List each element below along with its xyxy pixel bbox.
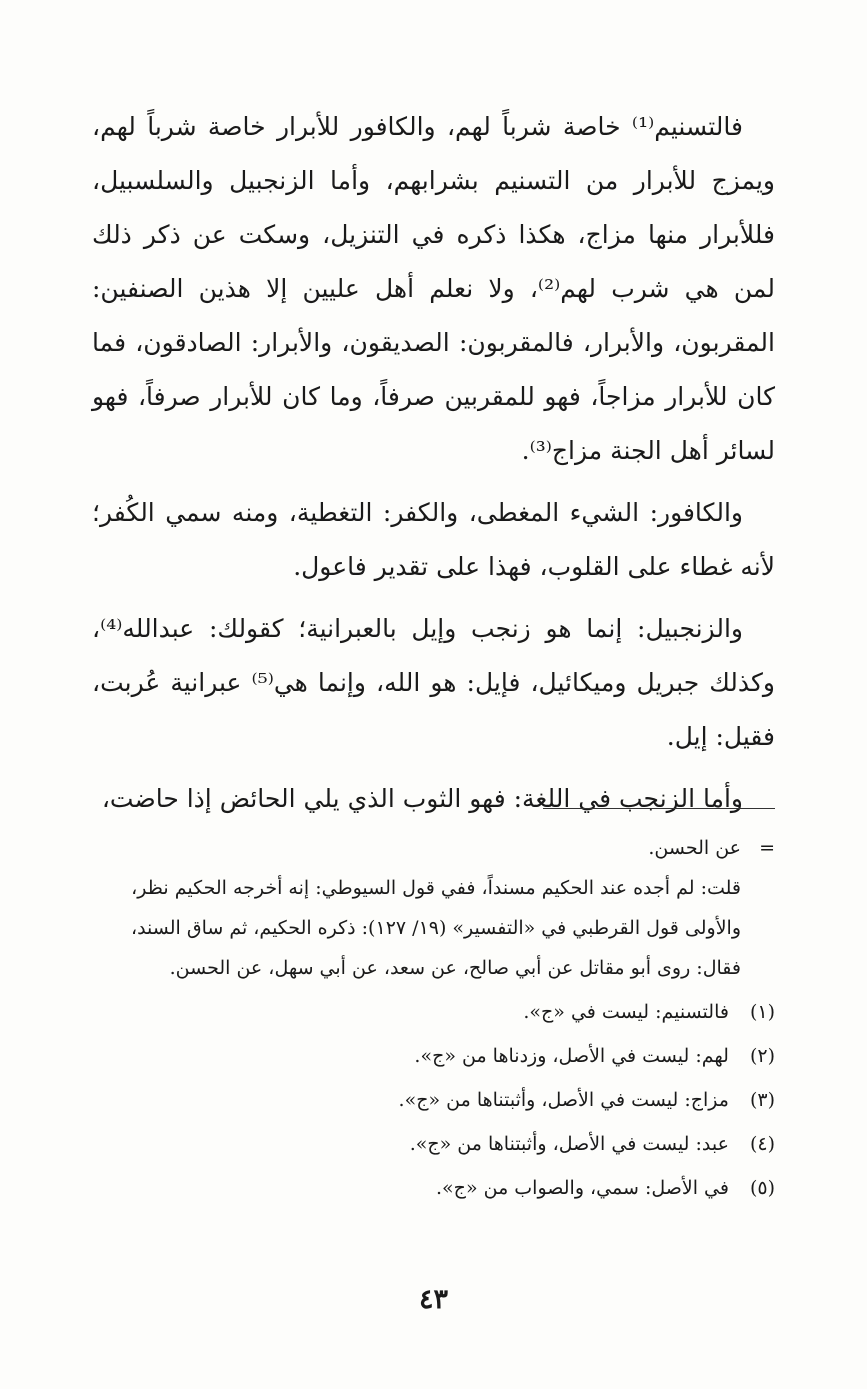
footnote-2 xyxy=(92,1036,775,1076)
footnote-4 xyxy=(92,1124,775,1164)
footnote-5 xyxy=(92,1168,775,1208)
continuation-mark: = xyxy=(759,837,775,859)
footnote-quote xyxy=(92,868,775,988)
footnote-number: (٥) xyxy=(749,1177,775,1199)
footnote-1 xyxy=(92,992,775,1032)
quote-line-3: فقال: روى أبو مقاتل عن أبي صالح، عن سعد، عن أبي سهل، عن الحسن. xyxy=(169,957,741,979)
paragraph-1: فالتسنيم⁽¹⁾ خاصة شرباً لهم، والكافور للأبرار خاصة شرباً لهم، ويمزج للأبرار من التسنيم بشرابهم، وأما الزنجبيل والسلسبيل، فللأبرار منها مزاج، هكذا ذكره في التنزيل، وسكت عن ذكر ذلك لمن هي شرب لهم⁽²⁾، ولا نعلم أهل عليين إلا هذين الصنفين: المقربون، والأبرار، فالمقربون: الصديقون، والأبرار: الصادقون، فما كان للأبرار مزاجاً، فهو للمقربين صرفاً، وما كان للأبرار صرفاً، فهو لسائر أهل الجنة مزاج⁽³⁾. xyxy=(92,112,775,465)
paragraph-2: والكافور: الشيء المغطى، والكفر: التغطية، ومنه سمي الكُفر؛ لأنه غطاء على القلوب، فهذا على تقدير فاعول. xyxy=(92,498,775,581)
footnote-text: لهم: ليست في الأصل، وزدناها من «ج». xyxy=(414,1045,729,1067)
paragraph-4: وأما الزنجب في اللغة: فهو الثوب الذي يلي الحائض إذا حاضت، xyxy=(101,784,743,813)
footnote-3 xyxy=(92,1080,775,1120)
footnote-text: مزاج: ليست في الأصل، وأثبتناها من «ج». xyxy=(398,1089,729,1111)
main-text xyxy=(92,100,775,826)
footnote-continuation xyxy=(92,828,775,868)
quote-line-1: قلت: لم أجده عند الحكيم مسنداً، ففي قول السيوطي: إنه أخرجه الحكيم نظر، xyxy=(131,877,741,899)
footnote-number: (١) xyxy=(749,1001,775,1023)
footnote-text: عبد: ليست في الأصل، وأثبتناها من «ج». xyxy=(409,1133,729,1155)
paragraph-3: والزنجبيل: إنما هو زنجب وإيل بالعبرانية؛ كقولك: عبدالله⁽⁴⁾، وكذلك جبريل وميكائيل، فإيل: هو الله، وإنما هي⁽⁵⁾ عبرانية عُربت، فقيل: إيل. xyxy=(92,614,775,751)
footnote-divider xyxy=(543,808,775,809)
continuation-text: عن الحسن. xyxy=(648,837,741,859)
footnote-number: (٤) xyxy=(749,1133,775,1155)
page-number: ٤٣ xyxy=(418,1284,448,1315)
footnote-number: (٢) xyxy=(749,1045,775,1067)
footnotes xyxy=(92,828,775,1208)
footnote-text: فالتسنيم: ليست في «ج». xyxy=(523,1001,729,1023)
footnote-text: في الأصل: سمي، والصواب من «ج». xyxy=(436,1177,729,1199)
footnote-number: (٣) xyxy=(749,1089,775,1111)
quote-line-2: والأولى قول القرطبي في «التفسير» (١٩/ ١٢٧): ذكره الحكيم، ثم ساق السند، xyxy=(130,917,741,939)
